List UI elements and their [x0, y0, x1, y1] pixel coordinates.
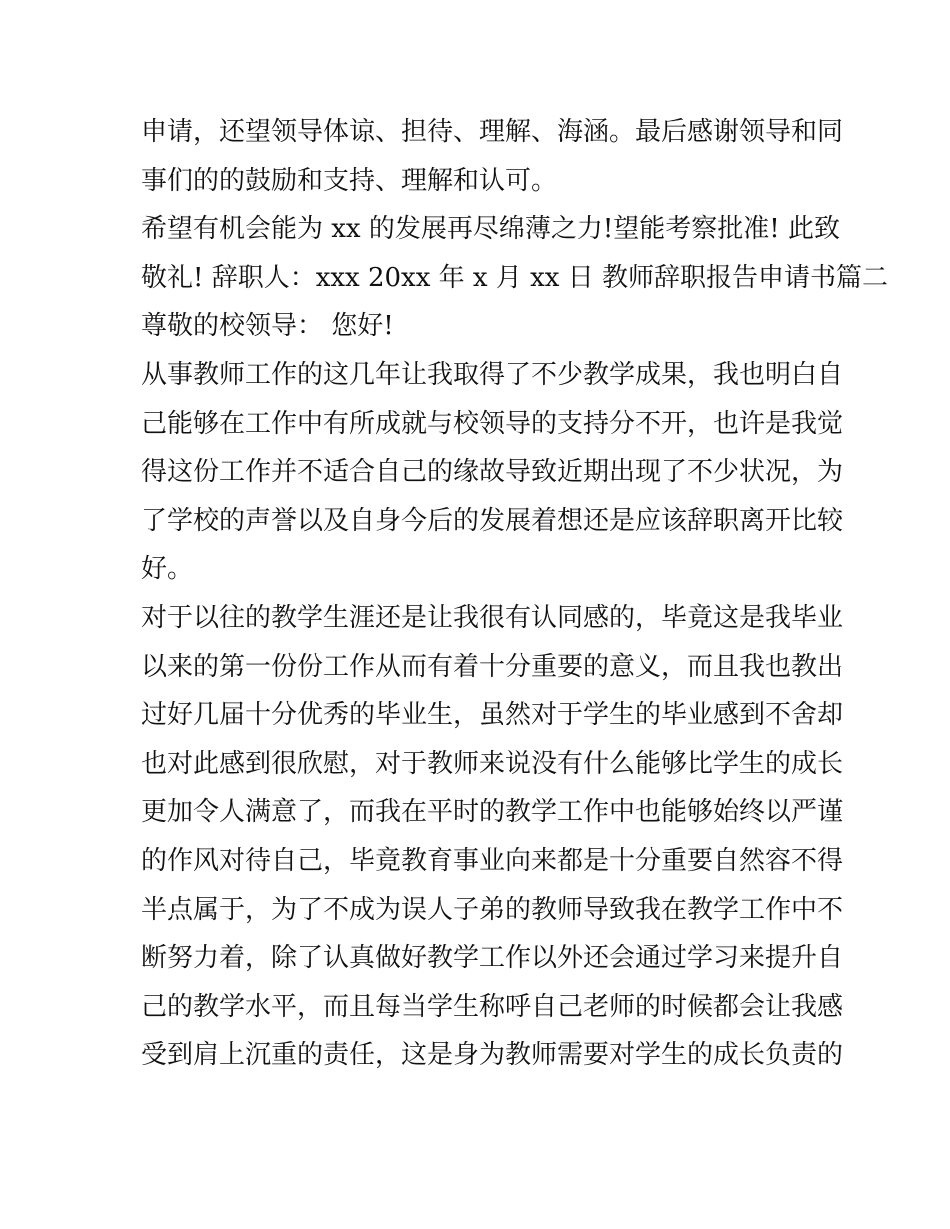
- text-line: 对于以往的教学生涯还是让我很有认同感的，毕竟这是我毕业: [141, 602, 844, 633]
- text-line: 受到肩上沉重的责任，这是身为教师需要对学生的成长负责的: [141, 1040, 844, 1071]
- text-line: 的作风对待自己，毕竟教育事业向来都是十分重要自然容不得: [141, 845, 844, 876]
- text-line: 更加令人满意了，而我在平时的教学工作中也能够始终以严谨: [141, 797, 844, 828]
- text-line: 也对此感到很欣慰，对于教师来说没有什么能够比学生的成长: [141, 748, 844, 779]
- text-line: 以来的第一份份工作从而有着十分重要的意义，而且我也教出: [141, 651, 844, 682]
- text-line: 尊敬的校领导： 您好!: [141, 311, 394, 342]
- document-body: [141, 108, 888, 1080]
- text-line: 己的教学水平，而且每当学生称呼自己老师的时候都会让我感: [141, 991, 844, 1022]
- text-line: 好。: [141, 554, 194, 585]
- text-line: 过好几届十分优秀的毕业生，虽然对于学生的毕业感到不舍却: [141, 700, 844, 731]
- text-line: 申请，还望领导体谅、担待、理解、海涵。最后感谢领导和同: [141, 117, 844, 147]
- text-line: 事们的的鼓励和支持、理解和认可。: [141, 165, 558, 196]
- text-line: 半点属于，为了不成为误人子弟的教师导致我在教学工作中不: [141, 894, 844, 925]
- text-line: 己能够在工作中有所成就与校领导的支持分不开，也许是我觉: [141, 408, 844, 439]
- text-line: 断努力着，除了认真做好教学工作以外还会通过学习来提升自: [141, 943, 844, 974]
- text-line: 从事教师工作的这几年让我取得了不少教学成果，我也明白自: [141, 359, 844, 390]
- text-line: 了学校的声誉以及自身今后的发展着想还是应该辞职离开比较: [141, 505, 844, 536]
- text-line: 敬礼! 辞职人：xxx 20xx 年 x 月 xx 日 教师辞职报告申请书篇二: [141, 262, 888, 293]
- text-line: 得这份工作并不适合自己的缘故导致近期出现了不少状况，为: [141, 457, 844, 488]
- text-line: 希望有机会能为 xx 的发展再尽绵薄之力!望能考察批准! 此致: [141, 214, 841, 245]
